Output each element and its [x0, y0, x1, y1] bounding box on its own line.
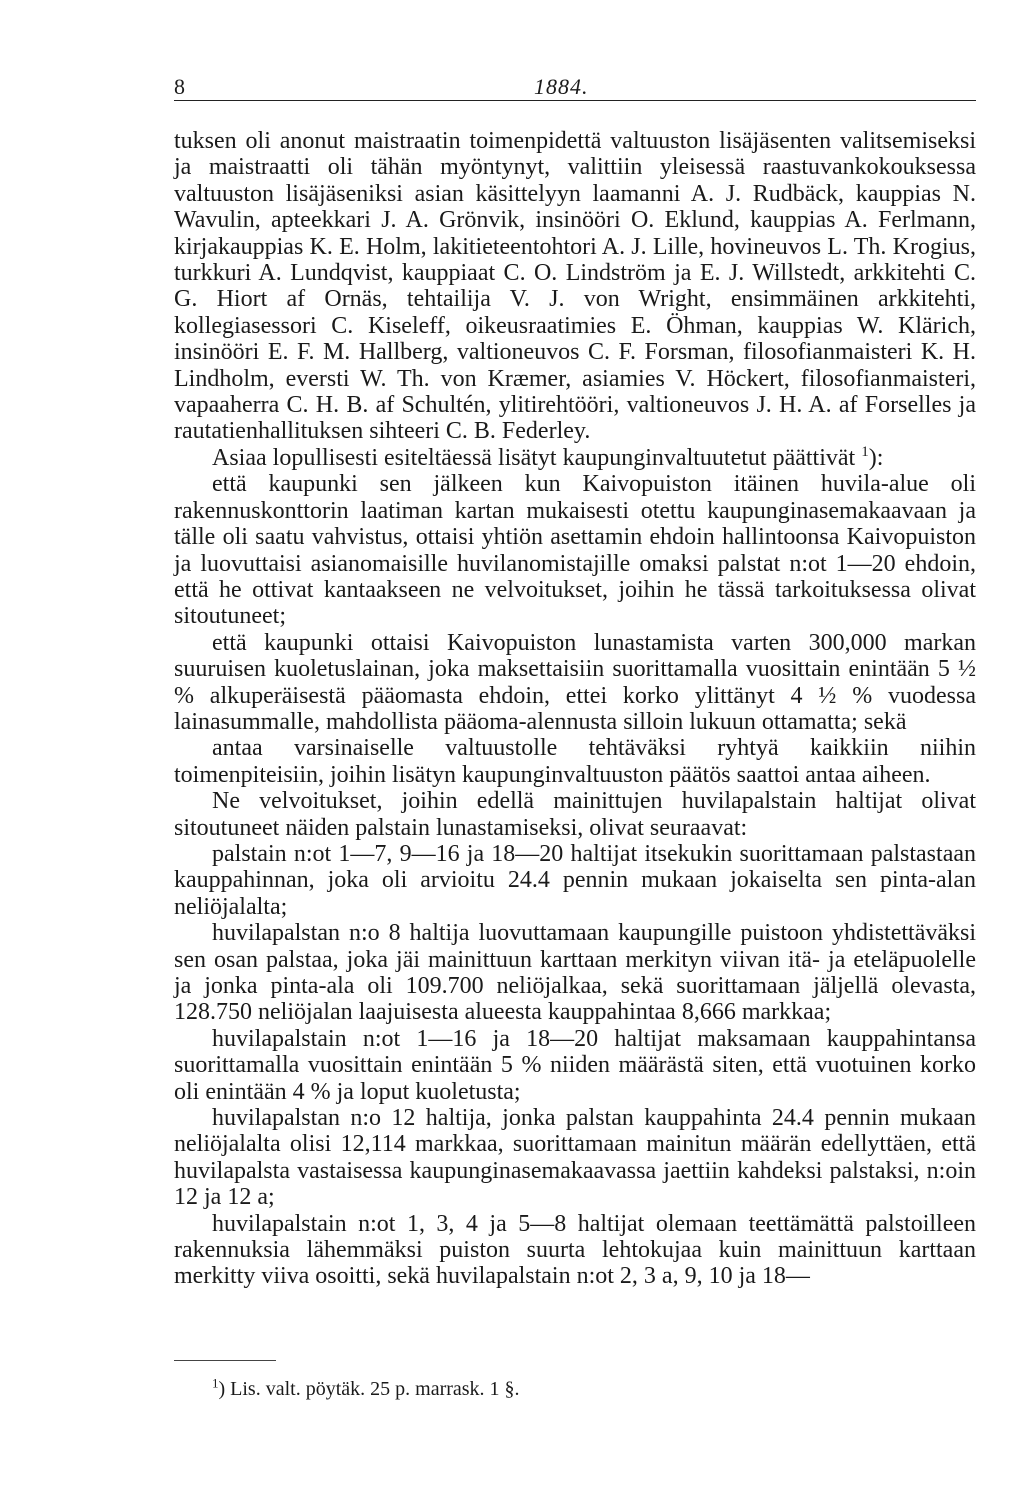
paragraph-2-text: Asiaa lopullisesti esiteltäessä lisätyt kaupunginvaltuutetut päättivät [212, 444, 856, 471]
paragraph-7: palstain n:ot 1—7, 9—16 ja 18—20 haltijat itsekukin suorittamaan palstastaan kauppahinnan, joka oli arvioitu 24.4 pennin mukaan jokaiselta sen pinta-alan neliöjalalta; [174, 840, 976, 920]
page-number: 8 [174, 74, 185, 99]
header-rule [174, 100, 976, 101]
body-text [174, 128, 976, 1290]
paragraph-3: että kaupunki sen jälkeen kun Kaivopuiston itäinen huvila-alue oli rakennuskonttorin laatiman kartan mukaisesti otettu kaupunginasemakaavaan ja tälle oli saatu vahvistus, ottaisi yhtiön asettamin ehdoin hallintoonsa Kaivopuiston ja luovuttaisi asianomaisille huvilanomistajille omaksi palstat n:ot 1—20 ehdoin, että he ottivat kantaakseen ne velvoitukset, joihin he tässä tarkoituksessa olivat sitoutuneet; [174, 471, 976, 630]
paragraph-5: antaa varsinaiselle valtuustolle tehtäväksi ryhtyä kaikkiin niihin toimenpiteisiin, joihin lisätyn kaupunginvaltuuston päätös saattoi antaa aiheen. [174, 735, 976, 788]
paragraph-4: että kaupunki ottaisi Kaivopuiston lunastamista varten 300,000 markan suuruisen kuoletuslainan, joka maksettaisiin suorittamalla vuosittain enintään 5 ½ % alkuperäisestä pääomasta ehdoin, ettei korko ylittänyt 4 ½ % vuodessa lainasummalle, mahdollista pääoma-alennusta silloin lukuun ottamatta; sekä [174, 629, 976, 735]
page-header [174, 72, 974, 102]
footnote-text: ) Lis. valt. pöytäk. 25 p. marrask. 1 §. [218, 1378, 520, 1400]
paragraph-6: Ne velvoitukset, joihin edellä mainittujen huvilapalstain haltijat olivat sitoutuneet näiden palstain lunastamiseksi, olivat seuraavat: [174, 788, 976, 841]
paragraph-11: huvilapalstain n:ot 1, 3, 4 ja 5—8 haltijat olemaan teettämättä palstoilleen rakennuksia lähemmäksi puiston suurta lehtokujaa kuin mainittuun karttaan merkitty viiva osoitti, sekä huvilapalstain n:ot 2, 3 a, 9, 10 ja 18— [174, 1210, 976, 1290]
paragraph-8: huvilapalstan n:o 8 haltija luovuttamaan kaupungille puistoon yhdistettäväksi sen osan palstaa, joka jäi mainittuun karttaan merkityn viivan itä- ja eteläpuolelle ja jonka pinta-ala oli 109.700 neliöjalkaa, sekä suorittamaan jäljellä olevasta, 128.750 neliöjalan laajuisesta alueesta kauppahintaa 8,666 markkaa; [174, 920, 976, 1026]
paragraph-10: huvilapalstan n:o 12 haltija, jonka palstan kauppahinta 24.4 pennin mukaan neliöjalalta olisi 12,114 markkaa, suorittamaan mainitun määrän edellyttäen, että huvilapalsta vastaisessa kaupunginasemakaavassa jaettiin kahdeksi palstaksi, n:oin 12 ja 12 a; [174, 1105, 976, 1211]
footnote-marker: 1 [212, 1375, 219, 1391]
paragraph-2-end: ): [868, 444, 884, 471]
footnote [212, 1376, 520, 1402]
running-head-year: 1884. [534, 74, 589, 99]
paragraph-1: tuksen oli anonut maistraatin toimenpidettä valtuuston lisäjäsenten valitsemiseksi ja maistraatti oli tähän myöntynyt, valittiin yleisessä raastuvankokouksessa valtuuston lisäjäseniksi asian käsittelyyn laamanni A. J. Rudbäck, kauppias N. Wavulin, apteekkari J. A. Grönvik, insinööri O. Eklund, kauppias A. Ferlmann, kirjakauppias K. E. Holm, lakitieteentohtori A. J. Lille, hovineuvos L. Th. Krogius, turkkuri A. Lundqvist, kauppiaat C. O. Lindström ja E. J. Willstedt, arkkitehti C. G. Hiort af Ornäs, tehtailija V. J. von Wright, ensimmäinen arkkitehti, kollegiasessori C. Kiseleff, oikeusraatimies E. Öhman, kauppias W. Klärich, insinööri E. F. M. Hallberg, valtioneuvos C. F. Forsman, filosofianmaisteri K. H. Lindholm, eversti W. Th. von Kræmer, asiamies V. Höckert, filosofianmaisteri, vapaaherra C. H. B. af Schultén, ylitirehtööri, valtioneuvos J. H. A. af Forselles ja rautatienhallituksen sihteeri C. B. Federley. [174, 128, 976, 445]
paragraph-2 [174, 445, 976, 471]
paragraph-9: huvilapalstain n:ot 1—16 ja 18—20 haltijat maksamaan kauppahintansa suorittamalla vuosittain enintään 5 % niiden määrästä siten, että vuotuinen korko oli enintään 4 % ja loput kuoletusta; [174, 1025, 976, 1105]
footnote-reference: 1 [861, 443, 869, 460]
footnote-rule [174, 1360, 276, 1361]
